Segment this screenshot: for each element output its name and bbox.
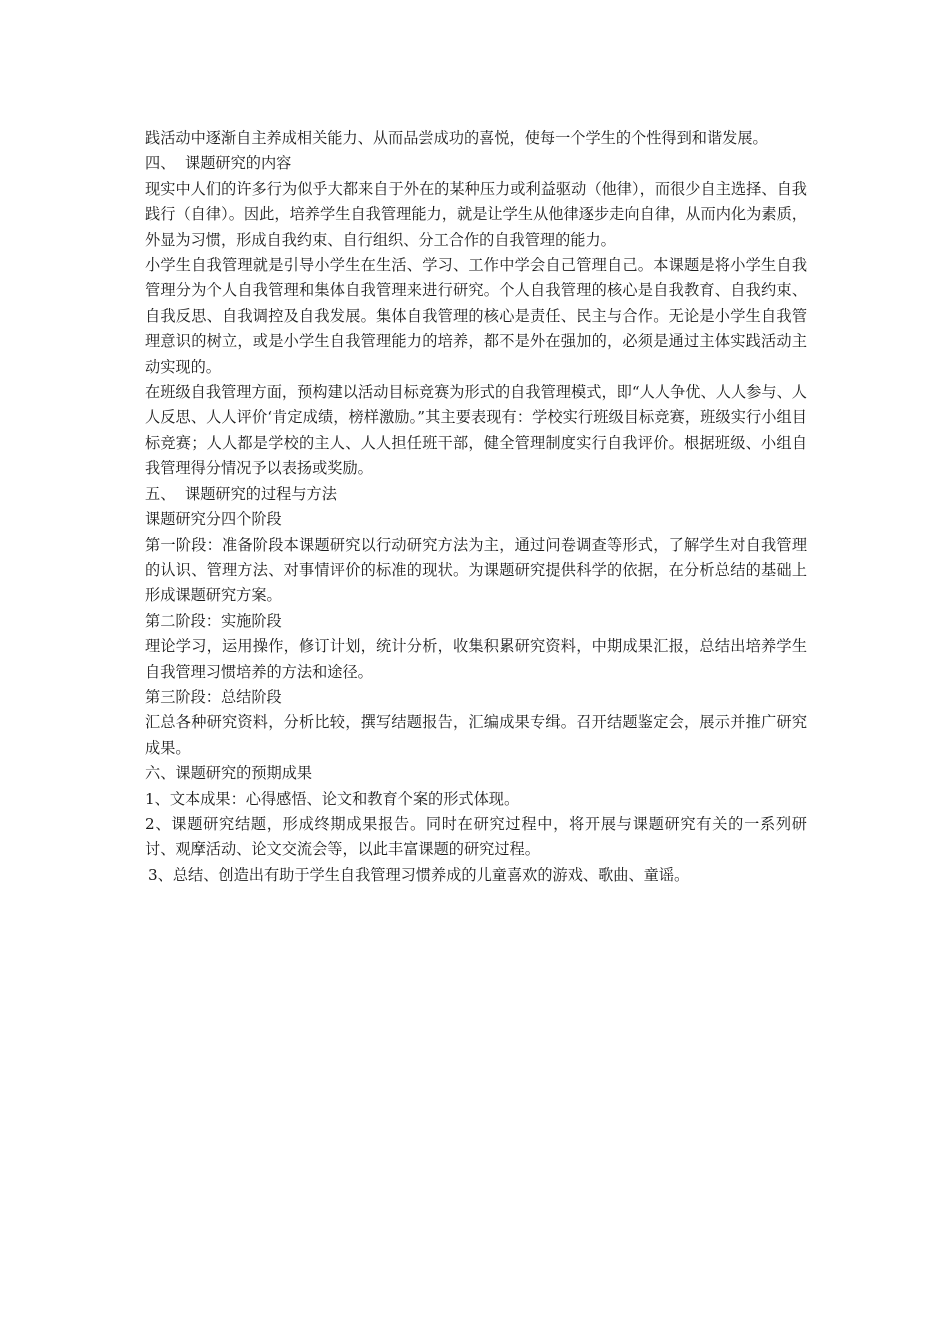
- paragraph-content-2: 小学生自我管理就是引导小学生在生活、学习、工作中学会自己管理自己。本课题是将小学生自我管理分为个人自我管理和集体自我管理来进行研究。个人自我管理的核心是自我教育、自我约束、自我反思、自我调控及自我发展。集体自我管理的核心是责任、民主与合作。无论是小学生自我管理意识的树立，或是小学生自我管理能力的培养，都不是外在强加的，必须是通过主体实践活动主动实现的。: [145, 256, 807, 376]
- paragraph-content-1: 现实中人们的许多行为似乎大都来自于外在的某种压力或利益驱动（他律），而很少自主选择、自我践行（自律）。因此，培养学生自我管理能力，就是让学生从他律逐步走向自律，从而内化为素质，外显为习惯，形成自我约束、自行组织、分工合作的自我管理的能力。: [145, 179, 807, 249]
- paragraph-stage-2-title: 第二阶段：实施阶段: [145, 611, 282, 630]
- paragraph-stage-2-body: 理论学习，运用操作，修订计划，统计分析，收集积累研究资料，中期成果汇报，总结出培养学生自我管理习惯培养的方法和途径。: [145, 637, 807, 681]
- list-item-result-1: 1、文本成果：心得感悟、论文和教育个案的形式体现。: [145, 789, 520, 808]
- section-heading-5: 五、 课题研究的过程与方法: [145, 484, 337, 503]
- paragraph-content-3: 在班级自我管理方面，预构建以活动目标竞赛为形式的自我管理模式，即“人人争优、人人参与、人人反思、人人评价‘肯定成绩，榜样激励。”其主要表现有：学校实行班级目标竞赛，班级实行小组目标竞赛；人人都是学校的主人、人人担任班干部，健全管理制度实行自我评价。根据班级、小组自我管理得分情况予以表扬或奖励。: [145, 383, 807, 478]
- paragraph-stages-intro: 课题研究分四个阶段: [145, 510, 282, 529]
- paragraph-continuation: 践活动中逐渐自主养成相关能力、从而品尝成功的喜悦，使每一个学生的个性得到和谐发展。: [145, 129, 768, 147]
- section-heading-6: 六、课题研究的预期成果: [145, 764, 313, 783]
- section-heading-4: 四、 课题研究的内容: [145, 154, 292, 173]
- list-item-result-2: 2、课题研究结题，形成终期成果报告。同时在研究过程中，将开展与课题研究有关的一系列研讨、观摩活动、论文交流会等，以此丰富课题的研究过程。: [145, 814, 807, 859]
- list-item-result-3: 3、总结、创造出有助于学生自我管理习惯养成的儿童喜欢的游戏、歌曲、童谣。: [148, 865, 690, 884]
- paragraph-stage-3-title: 第三阶段：总结阶段: [145, 687, 282, 706]
- document-page: [145, 126, 807, 888]
- paragraph-stage-3-body: 汇总各种研究资料，分析比较，撰写结题报告，汇编成果专缉。召开结题鉴定会，展示并推广研究成果。: [145, 713, 807, 757]
- paragraph-stage-1: 第一阶段：准备阶段本课题研究以行动研究方法为主，通过问卷调查等形式，了解学生对自我管理的认识、管理方法、对事情评价的标准的现状。为课题研究提供科学的依据，在分析总结的基础上形成课题研究方案。: [145, 535, 807, 605]
